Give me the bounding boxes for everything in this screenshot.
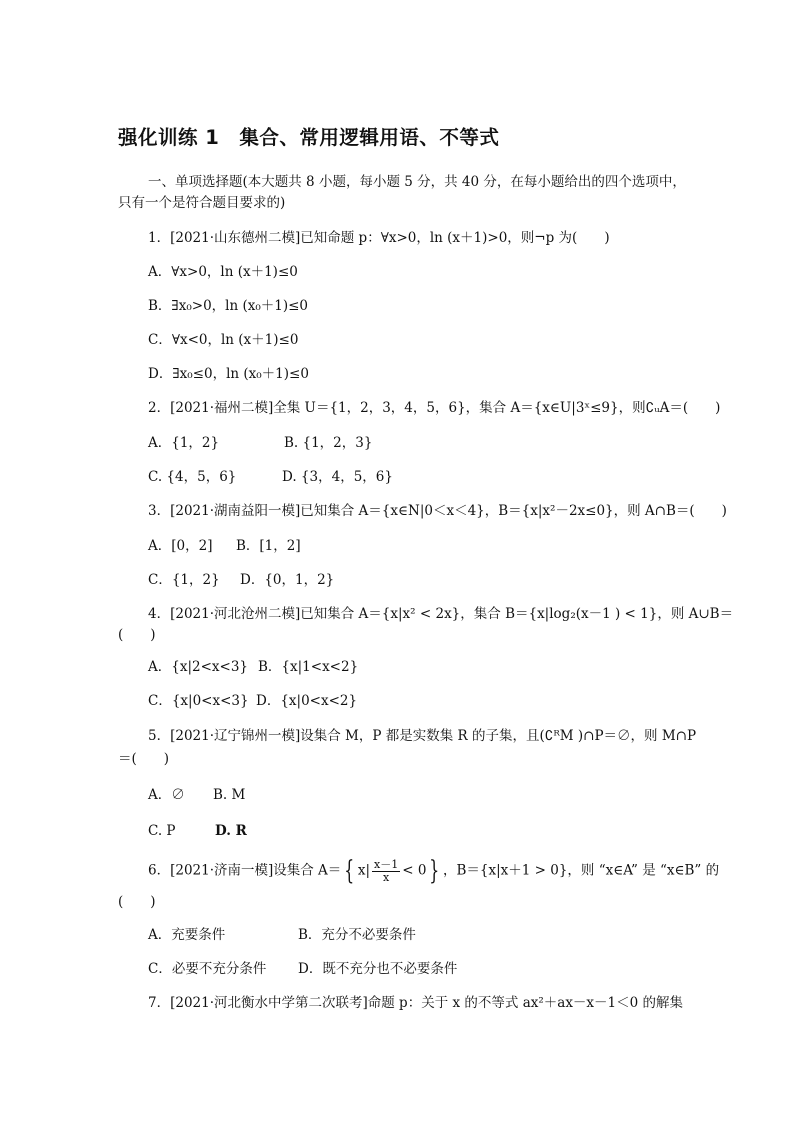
question-1-stem: 1．[2021·山东德州二模]已知命题 p：∀x>0，ln (x＋1)>0，则¬p 为( ) (148, 230, 610, 246)
q2-option-d: D. {3，4，5，6} (282, 469, 393, 485)
q6-option-c: C．必要不充分条件 (148, 961, 267, 977)
question-4-stem-cont: ( ) (118, 627, 156, 643)
question-5-stem: 5．[2021·辽宁锦州一模]设集合 M，P 都是实数集 R 的子集，且(∁ᴿM )∩P＝∅，则 M∩P (148, 728, 697, 744)
q6-stem-post: ，B＝{x|x＋1 > 0}，则 “x∈A” 是 “x∈B” 的 (442, 862, 720, 879)
q2-option-b: B. {1，2，3} (284, 435, 373, 451)
question-3-stem: 3．[2021·湖南益阳一模]已知集合 A＝{x∈N|0＜x＜4}，B＝{x|x²－2x≤0}，则 A∩B＝( ) (148, 503, 727, 519)
q3-option-a: A．[0，2] (148, 538, 213, 554)
q1-option-b: B．∃x₀>0，ln (x₀＋1)≤0 (148, 298, 309, 314)
q6-fraction-denominator: x (383, 870, 390, 884)
q6-stem-pre: 6．[2021·济南一模]设集合 A＝ (148, 862, 342, 879)
q6-set-open: x| (357, 862, 371, 879)
question-2-stem: 2．[2021·福州二模]全集 U＝{1，2，3，4，5，6}，集合 A＝{x∈U|3ˣ≤9}，则∁ᵤA＝( ) (148, 400, 721, 416)
question-6-stem (148, 858, 719, 884)
set-brace-open: { (344, 856, 355, 886)
q6-option-a: A．充要条件 (148, 927, 226, 943)
q4-option-c: C．{x|0<x<3} (148, 693, 249, 709)
set-brace-close: } (429, 856, 440, 886)
page-title: 强化训练 1 集合、常用逻辑用语、不等式 (118, 126, 500, 149)
q2-option-c: C. {4，5，6} (148, 469, 237, 485)
q5-option-b: B. M (213, 787, 246, 803)
section-heading-line2: 只有一个是符合题目要求的) (118, 195, 286, 211)
q6-option-d: D．既不充分也不必要条件 (298, 961, 458, 977)
question-4-stem: 4．[2021·河北沧州二模]已知集合 A＝{x|x² < 2x}，集合 B＝{x|log₂(x－1 ) < 1}，则 A∪B＝ (148, 606, 734, 622)
q1-option-a: A．∀x>0，ln (x＋1)≤0 (148, 264, 298, 280)
q5-option-a: A．∅ (148, 787, 185, 803)
q1-option-c: C．∀x<0，ln (x＋1)≤0 (148, 332, 299, 348)
q3-option-c: C．{1，2} (148, 572, 220, 588)
q6-option-b: B．充分不必要条件 (298, 927, 416, 943)
q1-option-d: D．∃x₀≤0，ln (x₀＋1)≤0 (148, 366, 309, 382)
q6-fraction (372, 859, 400, 884)
q4-option-b: B．{x|1<x<2} (258, 659, 359, 675)
q6-fraction-numerator: x－1 (374, 857, 399, 871)
question-6-stem-cont: ( ) (118, 894, 156, 910)
q3-option-b: B．[1，2] (236, 538, 301, 554)
section-heading-line1: 一、单项选择题(本大题共 8 小题，每小题 5 分，共 40 分，在每小题给出的四个选项中， (148, 174, 686, 190)
q5-option-c: C. P (148, 823, 176, 839)
q5-option-d: D. R (215, 823, 247, 839)
q4-option-d: D．{x|0<x<2} (256, 693, 358, 709)
q3-option-d: D．{0，1，2} (240, 572, 335, 588)
q4-option-a: A．{x|2<x<3} (148, 659, 249, 675)
q2-option-a: A．{1，2} (148, 435, 220, 451)
q6-set-close: < 0 (402, 862, 427, 879)
question-7-stem: 7．[2021·河北衡水中学第二次联考]命题 p：关于 x 的不等式 ax²＋ax－x－1＜0 的解集 (148, 995, 684, 1011)
question-5-stem-cont: ＝( ) (118, 751, 170, 767)
